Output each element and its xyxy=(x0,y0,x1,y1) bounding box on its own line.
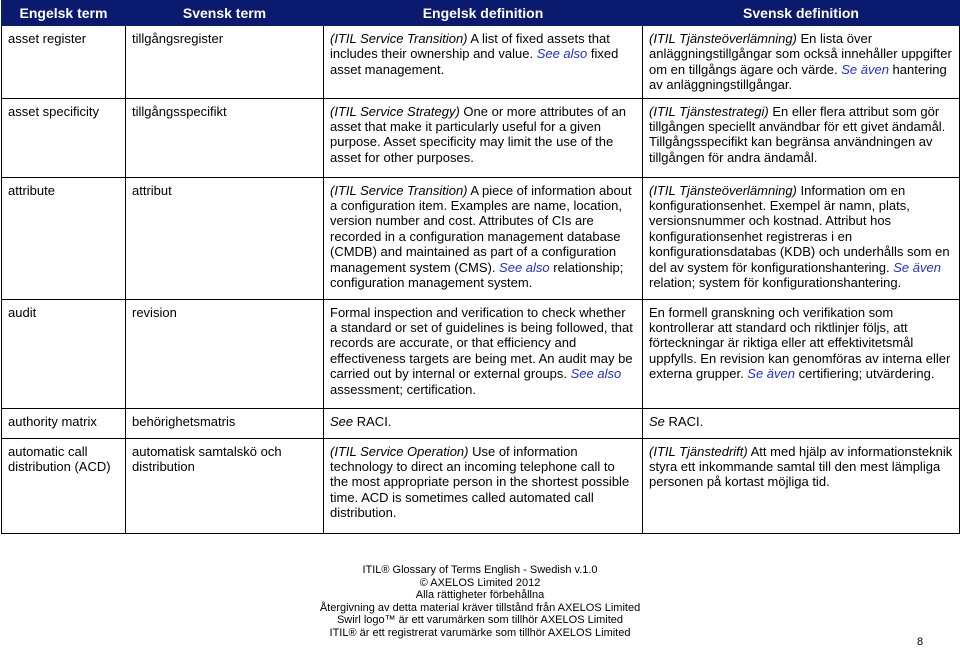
definition-text: One or more attributes of an asset that make it particularly useful for a given purpose. Asset specificity may limit the use of the asset for other purposes. xyxy=(330,103,627,165)
english-definition xyxy=(324,438,643,533)
swedish-term: tillgångsspecifikt xyxy=(126,98,324,177)
english-term: audit xyxy=(2,299,126,408)
swedish-term: tillgångsregister xyxy=(126,26,324,99)
swedish-definition xyxy=(643,438,960,533)
definition-text: En eller flera attribut som gör tillgången speciellt användbar för ett givet ändamål. Tillgångsspecifikt kan begränsa användningen av tillgången för andra ändamål. xyxy=(649,103,946,165)
see-link[interactable]: Se xyxy=(649,413,665,429)
see-also-link[interactable]: See also xyxy=(536,46,588,62)
see-also-link[interactable]: Se även xyxy=(893,259,941,275)
swedish-definition xyxy=(643,26,960,99)
definition-text: Information om en konfigurationsenhet. Exempel är namn, plats, versionsnummer och kostnad. Attribut hos konfigurationsenhet registreras i en konfigurationsdatabas (KDB) och underhålls som en del av system för konfigurationshantering. xyxy=(649,182,950,275)
header-swedish-term: Svensk term xyxy=(126,1,324,26)
swedish-term: attribut xyxy=(126,177,324,299)
english-definition xyxy=(324,299,643,408)
header-row xyxy=(2,1,960,26)
header-swedish-definition: Svensk definition xyxy=(643,1,960,26)
english-term: automatic call distribution (ACD) xyxy=(2,438,126,533)
english-term: attribute xyxy=(2,177,126,299)
swedish-definition xyxy=(643,98,960,177)
swedish-term: revision xyxy=(126,299,324,408)
swedish-definition xyxy=(643,408,960,438)
page-number: 8 xyxy=(917,636,924,648)
definition-text: A list of fixed assets that includes their ownership and value. xyxy=(330,31,610,62)
page-footer xyxy=(0,564,960,640)
definition-text: Att med hjälp av informationsteknik styra ett inkommande samtal till den mest lämpliga personen på kortast möjliga tid. xyxy=(649,443,953,490)
english-term: asset register xyxy=(2,26,126,99)
definition-tail: relation; system för konfigurationshantering. xyxy=(649,275,902,291)
publication-tag: (ITIL Tjänstestrategi) xyxy=(649,103,769,119)
definition-tail: certifiering; utvärdering. xyxy=(795,366,935,382)
publication-tag: (ITIL Service Strategy) xyxy=(330,103,460,119)
publication-tag: (ITIL Service Operation) xyxy=(330,443,469,459)
publication-tag: (ITIL Tjänsteöverlämning) xyxy=(649,31,797,46)
definition-tail: hantering av anläggningstillgångar. xyxy=(649,61,947,93)
glossary-table xyxy=(1,0,960,534)
swedish-term: automatisk samtalskö och distribution xyxy=(126,438,324,533)
swedish-definition xyxy=(643,299,960,408)
english-term: asset specificity xyxy=(2,98,126,177)
swedish-term: behörighetsmatris xyxy=(126,408,324,438)
footer-line: © AXELOS Limited 2012 xyxy=(419,576,541,589)
publication-tag: (ITIL Service Transition) xyxy=(330,31,468,46)
definition-tail: fixed asset management. xyxy=(330,46,619,77)
footer-line: Swirl logo™ är ett varumärken som tillhör AXELOS Limited xyxy=(336,614,624,627)
see-also-link[interactable]: Se även xyxy=(841,61,889,77)
english-term: authority matrix xyxy=(2,408,126,438)
table-row xyxy=(2,26,960,99)
see-also-link[interactable]: See also xyxy=(499,259,550,275)
definition-text: Use of information technology to direct an incoming telephone call to the most appropriate person in the shortest possible time. ACD is sometimes called automated call distribution. xyxy=(330,443,630,521)
publication-tag: (ITIL Tjänstedrift) xyxy=(649,443,748,459)
definition-text: En lista över anläggningstillgångar som också innehåller uppgifter om en tillgångs ägare och värde. xyxy=(649,31,952,77)
definition-tail: RACI. xyxy=(664,413,704,429)
header-english-term: Engelsk term xyxy=(2,1,126,26)
see-link[interactable]: See xyxy=(330,413,354,429)
table-row xyxy=(2,299,960,408)
footer-line: ITIL® Glossary of Terms English - Swedish v.1.0 xyxy=(362,564,598,576)
english-definition xyxy=(324,408,643,438)
definition-text: En formell granskning och verifikation som kontrollerar att standard och riktlinjer följs, att förteckningar är riktiga eller att effektivitetsmål uppfylls. En revision kan genomföras av interna eller externa grupper. xyxy=(649,304,951,382)
definition-tail: relationship; configuration management system. xyxy=(330,259,624,291)
header-english-definition: Engelsk definition xyxy=(324,1,643,26)
definition-tail: RACI. xyxy=(353,413,392,429)
english-definition xyxy=(324,26,643,99)
publication-tag: (ITIL Tjänsteöverlämning) xyxy=(649,182,797,198)
footer-line: Återgivning av detta material kräver tillstånd från AXELOS Limited xyxy=(319,601,641,614)
see-also-link[interactable]: See also xyxy=(570,366,622,382)
definition-text: A piece of information about a configuration item. Examples are name, location, version number and cost. Attributes of CIs are recorded in a configuration management database (CMDB) and maintained as part of a configuration management system (CMS). xyxy=(330,182,632,275)
footer-line: Alla rättigheter förbehållna xyxy=(415,589,545,602)
table-row xyxy=(2,438,960,533)
english-definition xyxy=(324,98,643,177)
footer-line: ITIL® är ett registrerat varumärke som tillhör AXELOS Limited xyxy=(329,626,631,639)
english-definition xyxy=(324,177,643,299)
see-also-link[interactable]: Se även xyxy=(747,366,795,382)
definition-text: Formal inspection and verification to check whether a standard or set of guidelines is being followed, that records are accurate, or that efficiency and effectiveness targets are being met. An audit may be carried out by internal or external groups. xyxy=(330,304,633,382)
swedish-definition xyxy=(643,177,960,299)
definition-tail: assessment; certification. xyxy=(330,381,476,397)
table-row xyxy=(2,98,960,177)
table-row xyxy=(2,177,960,299)
publication-tag: (ITIL Service Transition) xyxy=(330,182,468,198)
table-row xyxy=(2,408,960,438)
